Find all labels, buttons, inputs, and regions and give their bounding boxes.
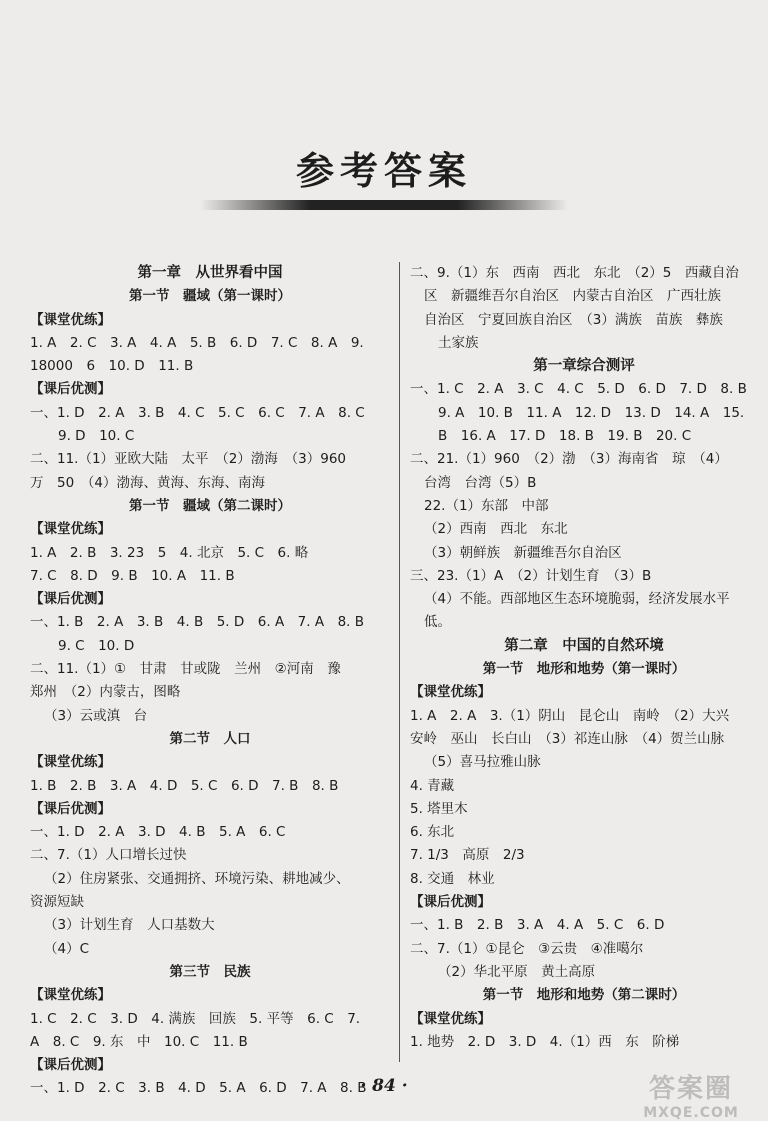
left-answer-line: 万 50 （4）渤海、黄海、东海、南海 [30, 474, 266, 491]
left-answer-line: 1. C 2. C 3. D 4. 满族 回族 5. 平等 6. C 7. [30, 1010, 361, 1027]
right-answer-line: 安岭 巫山 长白山 （3）祁连山脉 （4）贺兰山脉 [410, 730, 725, 747]
left-answer-line: 一、1. D 2. C 3. B 4. D 5. A 6. D 7. A 8. B [30, 1080, 367, 1097]
left-answer-line: A 8. C 9. 东 中 10. C 11. B [30, 1033, 248, 1050]
watermark-logo [628, 1068, 754, 1121]
left-answer-line: 一、1. D 2. A 3. D 4. B 5. A 6. C [30, 824, 286, 841]
left-subsection-label: 【课堂优练】 [30, 754, 111, 771]
right-subsection-label: 【课后优测】 [410, 894, 491, 911]
right-answer-line: B 16. A 17. D 18. B 19. B 20. C [438, 428, 692, 445]
page-title: 参考答案 [295, 149, 472, 193]
right-answer-line: 二、9.（1）东 西南 西北 东北 （2）5 西藏自治 [410, 265, 739, 281]
left-answer-line: （2）住房紧张、交通拥挤、环境污染、耕地减少、 [44, 870, 350, 887]
left-answer-line: 一、1. B 2. A 3. B 4. B 5. D 6. A 7. A 8. B [30, 614, 365, 631]
right-answer-line: （5）喜马拉雅山脉 [424, 754, 541, 771]
right-section-heading: 第一节 地形和地势（第二课时） [482, 987, 686, 1004]
right-chapter-heading: 第一章综合测评 [533, 358, 635, 375]
left-subsection-label: 【课后优测】 [30, 591, 111, 608]
right-subsection-label: 【课堂优练】 [410, 1010, 491, 1027]
left-answer-line: 9. C 10. D [58, 637, 135, 654]
left-subsection-label: 【课后优测】 [30, 800, 111, 817]
watermark-text: 答案圈 [648, 1074, 733, 1104]
left-answer-line: （4）C [44, 940, 90, 957]
left-answer-line: 二、11.（1）亚欧大陆 太平 （2）渤海 （3）960 [30, 451, 347, 468]
right-answer-line: （2）西南 西北 东北 [424, 521, 568, 538]
right-answer-line: 台湾 台湾（5）B [424, 474, 537, 491]
left-section-heading: 第三节 民族 [169, 963, 251, 980]
left-section-heading: 第二节 人口 [169, 730, 251, 747]
left-answer-line: 1. B 2. B 3. A 4. D 5. C 6. D 7. B 8. B [30, 777, 339, 794]
left-answer-line: 资源短缺 [30, 894, 84, 911]
right-answer-line: 5. 塔里木 [410, 800, 468, 817]
right-answer-line: 7. 1/3 高原 2/3 [410, 847, 525, 864]
right-answer-line: 4. 青藏 [410, 777, 455, 794]
watermark-url: MXQE.COM [643, 1105, 739, 1121]
right-answer-line: 8. 交通 林业 [410, 870, 495, 887]
left-answer-line: 二、7.（1）人口增长过快 [30, 847, 187, 864]
left-answer-line: （3）云或滇 台 [44, 707, 148, 724]
right-answer-line: 土家族 [438, 334, 479, 351]
right-column [410, 262, 758, 1054]
left-answer-line: （3）计划生育 人口基数大 [44, 917, 215, 934]
right-answer-line: （4）不能。西部地区生态环境脆弱，经济发展水平 [424, 591, 730, 608]
right-answer-line: 6. 东北 [410, 824, 455, 841]
right-answer-line: 1. 地势 2. D 3. D 4.（1）西 东 阶梯 [410, 1033, 680, 1050]
column-divider [399, 262, 400, 1062]
right-answer-line: 三、23.（1）A （2）计划生育 （3）B [410, 567, 652, 584]
left-section-heading: 第一节 疆域（第二课时） [129, 497, 291, 514]
left-column [30, 262, 390, 1101]
left-answer-line: 1. A 2. B 3. 23 5 4. 北京 5. C 6. 略 [30, 544, 309, 561]
left-section-heading: 第一节 疆域（第一课时） [129, 288, 291, 305]
left-answer-line: 1. A 2. C 3. A 4. A 5. B 6. D 7. C 8. A 9. [30, 334, 364, 351]
right-subsection-label: 【课堂优练】 [410, 684, 491, 701]
right-answer-line: 9. A 10. B 11. A 12. D 13. D 14. A 15. [438, 404, 745, 421]
right-answer-line: 1. A 2. A 3.（1）阴山 昆仑山 南岭 （2）大兴 [410, 707, 730, 724]
left-answer-line: 7. C 8. D 9. B 10. A 11. B [30, 567, 235, 584]
right-answer-line: 一、1. C 2. A 3. C 4. C 5. D 6. D 7. D 8. B [410, 381, 747, 398]
left-answer-line: 郑州 （2）内蒙古，图略 [30, 684, 181, 701]
right-answer-line: （3）朝鲜族 新疆维吾尔自治区 [424, 544, 622, 561]
right-answer-line: 低。 [424, 614, 451, 631]
right-answer-line: 二、7.（1）①昆仑 ③云贵 ④准噶尔 [410, 940, 644, 957]
right-answer-line: 区 新疆维吾尔自治区 内蒙古自治区 广西壮族 [424, 288, 721, 305]
right-chapter-heading: 第二章 中国的自然环境 [504, 637, 664, 654]
left-answer-line: 18000 6 10. D 11. B [30, 358, 194, 375]
left-subsection-label: 【课后优测】 [30, 381, 111, 398]
left-subsection-label: 【课堂优练】 [30, 987, 111, 1004]
right-answer-line: 一、1. B 2. B 3. A 4. A 5. C 6. D [410, 917, 665, 934]
left-subsection-label: 【课堂优练】 [30, 521, 111, 538]
right-section-heading: 第一节 地形和地势（第一课时） [482, 661, 686, 678]
left-answer-line: 9. D 10. C [58, 428, 135, 445]
page-number: · 84 · [360, 1076, 408, 1096]
left-subsection-label: 【课堂优练】 [30, 311, 111, 328]
left-answer-line: 二、11.（1）① 甘肃 甘或陇 兰州 ②河南 豫 [30, 661, 341, 678]
title-underline-bar [200, 200, 568, 210]
left-chapter-heading: 第一章 从世界看中国 [137, 265, 283, 281]
right-answer-line: 二、21.（1）960 （2）渤 （3）海南省 琼 （4） [410, 451, 728, 468]
left-subsection-label: 【课后优测】 [30, 1057, 111, 1074]
right-answer-line: （2）华北平原 黄土高原 [438, 963, 596, 980]
right-answer-line: 22.（1）东部 中部 [424, 497, 549, 514]
left-answer-line: 一、1. D 2. A 3. B 4. C 5. C 6. C 7. A 8. C [30, 404, 365, 421]
right-answer-line: 自治区 宁夏回族自治区 （3）满族 苗族 彝族 [424, 311, 723, 328]
